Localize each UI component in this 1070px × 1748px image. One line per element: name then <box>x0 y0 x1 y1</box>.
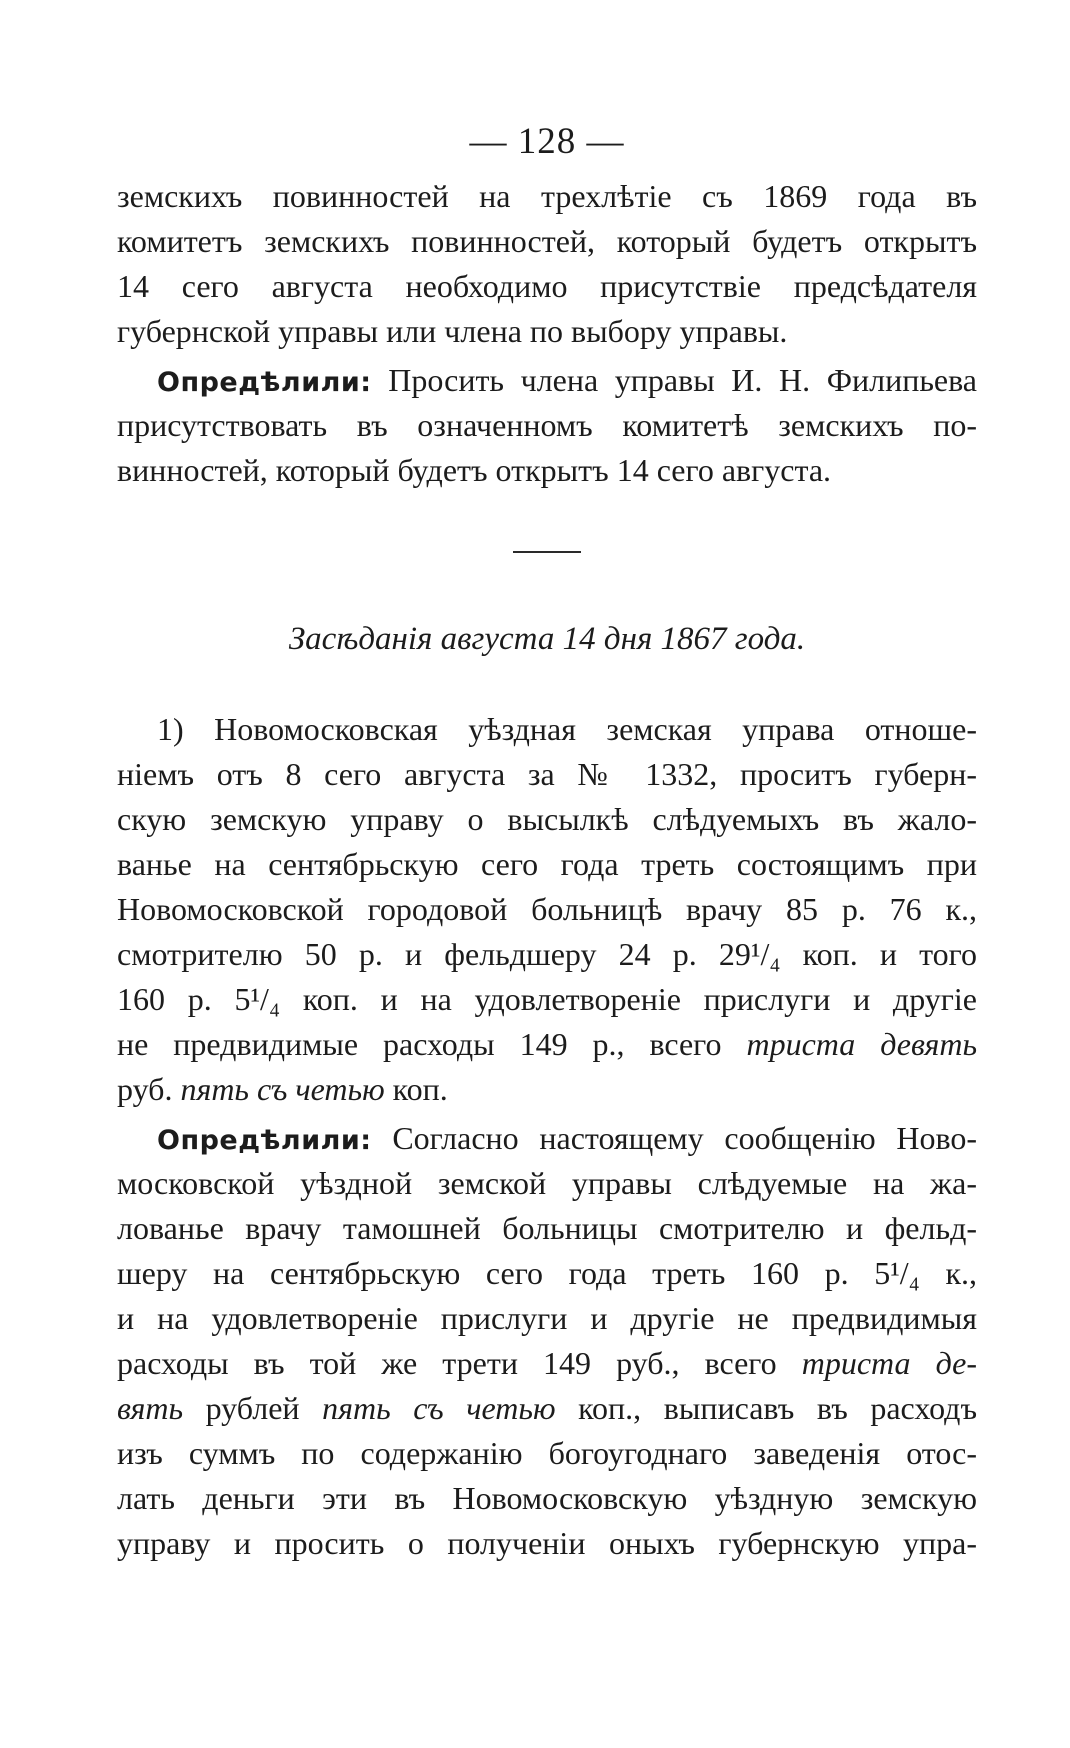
text-line: изъ суммъ по содержанію богоугоднаго заведенія отос- <box>117 1435 977 1471</box>
page-number: — 128 — <box>469 121 625 162</box>
text-line: ванье на сентябрьскую сего года треть состоящимъ при <box>117 846 977 882</box>
document-page <box>117 118 977 1566</box>
separator-rule <box>513 551 581 553</box>
text-line: 14 сего августа необходимо присутствіе предсѣдателя <box>117 268 977 304</box>
text-line: московской уѣздной земской управы слѣдуемые на жа- <box>117 1165 977 1201</box>
text-line: винностей, который будетъ открытъ 14 сего августа. <box>117 452 832 488</box>
text-line: 160 р. 5¹/₄ коп. и на удовлетвореніе прислуги и другіе <box>117 981 977 1017</box>
text-span: руб. <box>117 1071 181 1107</box>
text-line: скую земскую управу о высылкѣ слѣдуемыхъ въ жало- <box>117 801 977 837</box>
italic-amount: триста девять <box>746 1026 978 1062</box>
text-line: присутствовать въ означенномъ комитетѣ земскихъ по- <box>117 407 977 443</box>
resolution-label: Опредѣлили: <box>157 1125 372 1156</box>
text-line: Новомосковской городовой больницѣ врачу 85 р. 76 к., <box>117 891 977 927</box>
italic-amount: пять съ четью <box>180 1071 385 1107</box>
text-line: лованье врачу тамошней больницы смотрителю и фельд- <box>117 1210 977 1246</box>
text-line: шеру на сентябрьскую сего года треть 160 р. 5¹/₄ к., <box>117 1255 977 1291</box>
text-line: комитетъ земскихъ повинностей, который будетъ открытъ <box>117 223 977 259</box>
text-line: губернской управы или члена по выбору управы. <box>117 313 788 349</box>
text-span: коп., выписавъ въ расходъ <box>555 1390 978 1426</box>
item-paragraph <box>117 707 977 1112</box>
italic-amount: триста де- <box>801 1345 978 1381</box>
section-title: Засѣданія августа 14 дня 1867 года. <box>288 621 806 657</box>
text-line <box>117 1116 977 1161</box>
section-separator <box>117 493 977 615</box>
resolution-label: Опредѣлили: <box>157 367 372 398</box>
italic-amount: вять <box>117 1390 184 1426</box>
text-line: 1) Новомосковская уѣздная земская управа отноше- <box>157 711 977 747</box>
italic-amount: пять съ четью <box>322 1390 556 1426</box>
text-span: Согласно настоящему сообщенію Ново- <box>392 1120 978 1156</box>
text-span: расходы въ той же трети 149 руб., всего <box>117 1345 802 1381</box>
paragraph-continuation <box>117 174 977 354</box>
text-line <box>117 1022 977 1067</box>
resolution-paragraph <box>117 358 977 493</box>
resolution-paragraph <box>117 1116 977 1566</box>
text-line <box>117 1386 977 1431</box>
text-line: и на удовлетвореніе прислуги и другіе не предвидимыя <box>117 1300 977 1336</box>
text-span: Просить члена управы И. Н. Филипьева <box>388 362 978 398</box>
text-line <box>117 1341 977 1386</box>
text-line: смотрителю 50 р. и фельдшеру 24 р. 29¹/₄ коп. и того <box>117 936 977 972</box>
text-span: коп. <box>384 1071 448 1107</box>
text-span: рублей <box>183 1390 323 1426</box>
text-line: управу и просить о полученіи оныхъ губернскую упра- <box>117 1525 977 1561</box>
text-line <box>117 358 977 403</box>
text-line: земскихъ повинностей на трехлѣтіе съ 1869 года въ <box>117 178 977 214</box>
text-span: не предвидимые расходы 149 р., всего <box>117 1026 747 1062</box>
text-line: лать деньги эти въ Новомосковскую уѣздную земскую <box>117 1480 977 1516</box>
text-line: ніемъ отъ 8 сего августа за № 1332, проситъ губерн- <box>117 756 977 792</box>
text-line <box>117 1067 977 1112</box>
